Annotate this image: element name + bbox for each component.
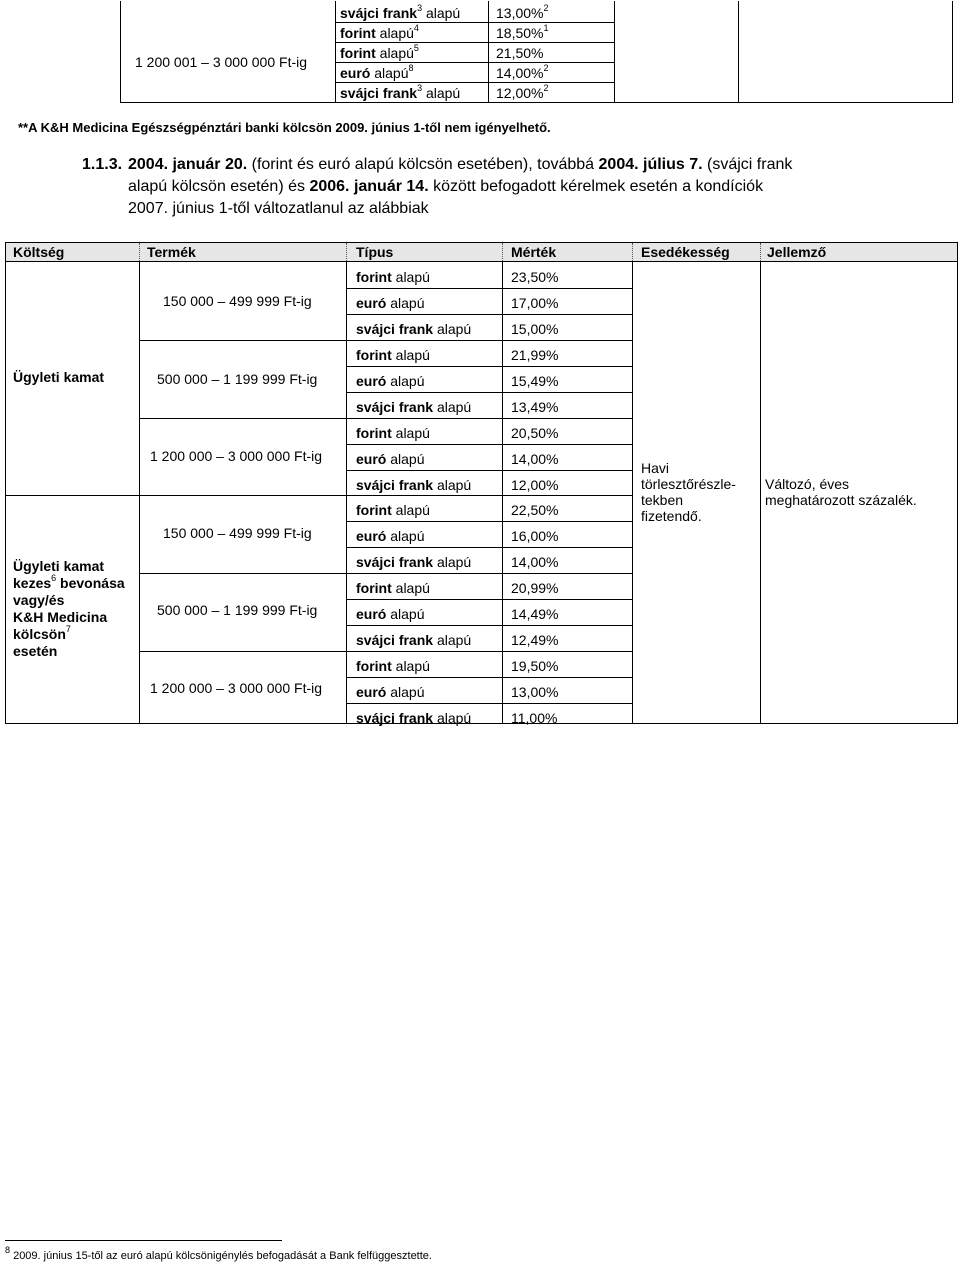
top-type-1: svájci frank$^3$ alapú (340, 3, 461, 21)
rate-value: 22,50% (511, 502, 559, 518)
cost-ugyleti-kamat: Ügyleti kamat (13, 369, 105, 385)
top-type-3: forint alapú$^5$ (340, 43, 419, 61)
rate-value: 12,49% (511, 632, 559, 648)
top-rate-2: 18,50%$^1$ (496, 23, 549, 41)
footnote-rule (5, 1240, 282, 1241)
rate-type: svájci frank alapú (356, 632, 472, 648)
top-rate-1: 13,00%$^2$ (496, 3, 549, 21)
rate-type: euró alapú (356, 684, 425, 700)
rate-value: 20,50% (511, 425, 559, 441)
rate-type: euró alapú (356, 373, 425, 389)
rate-value: 14,00% (511, 451, 559, 467)
header-termek: Termék (147, 244, 196, 260)
product-5: 500 000 – 1 199 999 Ft-ig (157, 602, 318, 618)
medicina-note: **A K&H Medicina Egészségpénztári banki kölcsön 2009. június 1-től nem igényelhető. (18, 120, 551, 135)
rate-value: 15,49% (511, 373, 559, 389)
rate-value: 13,00% (511, 684, 559, 700)
header-jellemzo: Jellemző (767, 244, 827, 260)
rate-value: 14,49% (511, 606, 559, 622)
product-2: 500 000 – 1 199 999 Ft-ig (157, 371, 318, 387)
top-type-4: euró alapú$^8$ (340, 63, 414, 81)
rate-value: 23,50% (511, 269, 559, 285)
top-rate-3: 21,50% (496, 45, 544, 61)
product-3: 1 200 000 – 3 000 000 Ft-ig (150, 448, 323, 464)
rate-value: 15,00% (511, 321, 559, 337)
top-rate-5: 12,00%$^2$ (496, 83, 549, 101)
rate-value: 19,50% (511, 658, 559, 674)
rate-value: 16,00% (511, 528, 559, 544)
rate-value: 13,49% (511, 399, 559, 415)
rate-type: forint alapú (356, 502, 430, 518)
rate-type: forint alapú (356, 580, 430, 596)
rate-type: forint alapú (356, 347, 430, 363)
top-rate-4: 14,00%$^2$ (496, 63, 549, 81)
due-text: Havi törlesztőrészle- tekben fizetendő. (641, 460, 736, 524)
rate-type: svájci frank alapú (356, 554, 472, 570)
rate-value: 11,00% (511, 710, 558, 726)
rate-type: euró alapú (356, 606, 425, 622)
section-number: 1.1.3. (82, 156, 123, 173)
header-esedekesseg: Esedékesség (641, 244, 730, 260)
rate-type: forint alapú (356, 425, 430, 441)
top-type-2: forint alapú$^4$ (340, 23, 419, 41)
rate-type: euró alapú (356, 295, 425, 311)
rate-value: 14,00% (511, 554, 559, 570)
rate-type: euró alapú (356, 451, 425, 467)
header-tipus: Típus (356, 244, 394, 260)
product-6: 1 200 000 – 3 000 000 Ft-ig (150, 680, 323, 696)
rate-type: forint alapú (356, 658, 430, 674)
section-line-1: 2004. január 20. (forint és euró alapú kölcsön esetében), továbbá 2004. július 7. (svájci frank (128, 156, 793, 173)
product-4: 150 000 – 499 999 Ft-ig (163, 525, 312, 541)
rate-type: euró alapú (356, 528, 425, 544)
top-type-5: svájci frank$^3$ alapú (340, 83, 461, 101)
rate-value: 21,99% (511, 347, 559, 363)
product-1: 150 000 – 499 999 Ft-ig (163, 293, 312, 309)
rate-type: forint alapú (356, 269, 430, 285)
rate-type: svájci frank alapú (356, 477, 472, 493)
section-line-2: alapú kölcsön esetén) és 2006. január 14. között befogadott kérelmek esetén a kondíciók (128, 178, 764, 195)
rate-value: 20,99% (511, 580, 559, 596)
section-line-3: 2007. június 1-től változatlanul az alábbiak (128, 200, 429, 217)
header-koltseg: Költség (13, 244, 65, 260)
rate-value: 12,00% (511, 477, 559, 493)
rate-type: svájci frank alapú (356, 321, 472, 337)
footnote: $^8$ 2009. június 15-től az euró alapú kölcsönigénylés befogadását a Bank felfüggesztette. (5, 1245, 432, 1262)
header-mertek: Mérték (511, 244, 557, 260)
rate-type: svájci frank alapú (356, 399, 472, 415)
top-product: 1 200 001 – 3 000 000 Ft-ig (135, 54, 308, 70)
rate-type: svájci frank alapú (356, 710, 472, 726)
cost-ugyleti-kamat-kezes: Ügyleti kamat kezes$^6$ bevonása vagy/és K&H Medicina kölcsön$^7$ esetén (13, 558, 125, 659)
rate-value: 17,00% (511, 295, 559, 311)
characteristic-text: Változó, éves meghatározott százalék. (765, 476, 917, 508)
